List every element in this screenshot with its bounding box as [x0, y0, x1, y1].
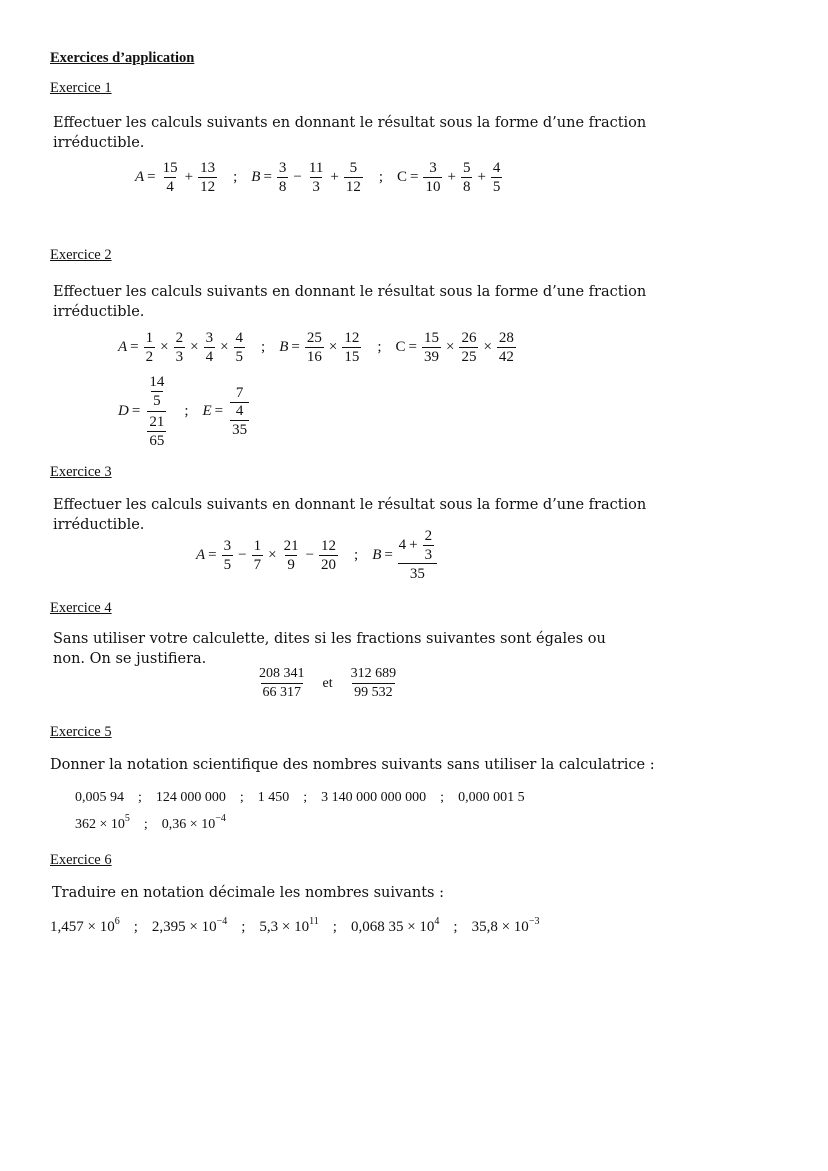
- exercise-4-fractions: $\frac{208 341}{66 317}$ et $\frac{312 689}{99 532}$: [259, 666, 397, 700]
- fraction: $\frac{3}{10}$: [425, 160, 441, 195]
- fraction: $\frac{2}{3}$: [175, 330, 184, 365]
- exercise-5-line-2: $362 \times 10^5$ ; $0,36 \times 10^{-4}$: [75, 813, 226, 832]
- var-c: C: [396, 169, 407, 185]
- fraction: $\frac{4}{5}$: [235, 330, 244, 365]
- exercise-1-title: Exercice 1: [50, 80, 112, 96]
- fraction: $\frac{15}{4}$: [162, 160, 178, 195]
- exercise-6-instructions: Traduire en notation décimale les nombres suivants :: [52, 885, 444, 901]
- compound-fraction: $\frac{7}{\frac{4}{35}}$: [232, 385, 248, 438]
- fraction: $\frac{1}{7}$: [253, 537, 262, 573]
- var-a: A: [135, 169, 145, 185]
- fraction: $\frac{5}{8}$: [462, 160, 471, 195]
- fraction: $\frac{25}{16}$: [306, 330, 322, 365]
- exercise-3-title: Exercice 3: [50, 464, 112, 480]
- fraction: $\frac{15}{39}$: [423, 330, 439, 365]
- exercise-6-numbers: $1,457 \times 10^6$ ; $2,395 \times 10^{-4}$ ; $5,3 \times 10^{11}$ ; 0,068 $35 \times 10^4$ ; $35,8 \times 10^{-3}$: [50, 916, 540, 935]
- fraction: $\frac{26}{25}$: [461, 330, 477, 365]
- var-b: B: [251, 169, 261, 185]
- fraction: $\frac{12}{15}$: [344, 330, 360, 365]
- exercise-5-line-1: 0,005 94 ; 124 000 000 ; 1 450 ; 3 140 000 000 000 ; 0,000 001 5: [75, 790, 525, 805]
- fraction: $\frac{28}{42}$: [498, 330, 514, 365]
- compound-fraction: $\frac{\frac{14}{5}}{\frac{21}{65}}$: [149, 374, 165, 449]
- exercise-5-instructions: Donner la notation scientifique des nombres suivants sans utiliser la calculatrice :: [50, 757, 655, 773]
- exercise-4-title: Exercice 4: [50, 600, 112, 616]
- fraction: $\frac{3}{5}$: [223, 537, 232, 573]
- fraction: $\frac{12}{20}$: [321, 537, 337, 573]
- fraction: $\frac{13}{12}$: [200, 160, 216, 195]
- fraction: $\frac{21}{9}$: [283, 537, 299, 573]
- exercise-3-instructions: Effectuer les calculs suivants en donnant le résultat sous la forme d’une fraction irréductible.: [53, 497, 647, 533]
- fraction: $\frac{5}{12}$: [345, 160, 361, 195]
- exercise-2-expressions-row1: A = $\frac{1}{2}$ × $\frac{2}{3}$ × $\frac{3}{4}$ × $\frac{4}{5}$ ; B = $\frac{25}{16}$ × $\frac{12}{15}$ ; C = $\frac{15}{39}$ × $\frac{26}{25}$ × $\frac{28}{42}$: [118, 330, 514, 365]
- exercise-4-instructions: Sans utiliser votre calculette, dites si les fractions suivantes sont égales ou non. On se justifiera.: [53, 631, 606, 667]
- exercise-2-title: Exercice 2: [50, 247, 112, 263]
- fraction: $\frac{3}{4}$: [205, 330, 214, 365]
- exercise-1-expressions: A = $\frac{15}{4}$ + $\frac{13}{12}$ ; B = $\frac{3}{8}$ − $\frac{11}{3}$ + $\frac{5}{12}$ ; C = $\frac{3}{10}$ + $\frac{5}{8}$ + $\frac{4}{5}$: [135, 160, 501, 195]
- exercise-6-title: Exercice 6: [50, 852, 112, 868]
- fraction: $\frac{208 341}{66 317}$: [259, 666, 305, 700]
- exercise-5-title: Exercice 5: [50, 724, 112, 740]
- fraction: $\frac{3}{8}$: [278, 160, 287, 195]
- fraction: $\frac{4}{5}$: [492, 160, 501, 195]
- fraction: $\frac{1}{2}$: [145, 330, 154, 365]
- page-title: Exercices d’application: [50, 50, 195, 66]
- exercise-2-instructions: Effectuer les calculs suivants en donnant le résultat sous la forme d’une fraction irréductible.: [53, 284, 647, 320]
- fraction: $\frac{312 689}{99 532}$: [350, 666, 397, 700]
- compound-fraction: 4 + $\frac{2}{3}$ 35: [398, 528, 437, 582]
- exercise-2-expressions-row2: D = $\frac{\frac{14}{5}}{\frac{21}{65}}$ ; E = $\frac{7}{\frac{4}{35}}$: [118, 374, 253, 449]
- exercise-1-instructions: Effectuer les calculs suivants en donnant le résultat sous la forme d’une fraction irréductible.: [53, 115, 647, 151]
- exercise-3-expressions: A = $\frac{3}{5}$ − $\frac{1}{7}$ × $\frac{21}{9}$ − $\frac{12}{20}$ ; B = 4 + $\frac{2}{3}$ 35: [196, 528, 439, 582]
- fraction: $\frac{11}{3}$: [308, 160, 324, 195]
